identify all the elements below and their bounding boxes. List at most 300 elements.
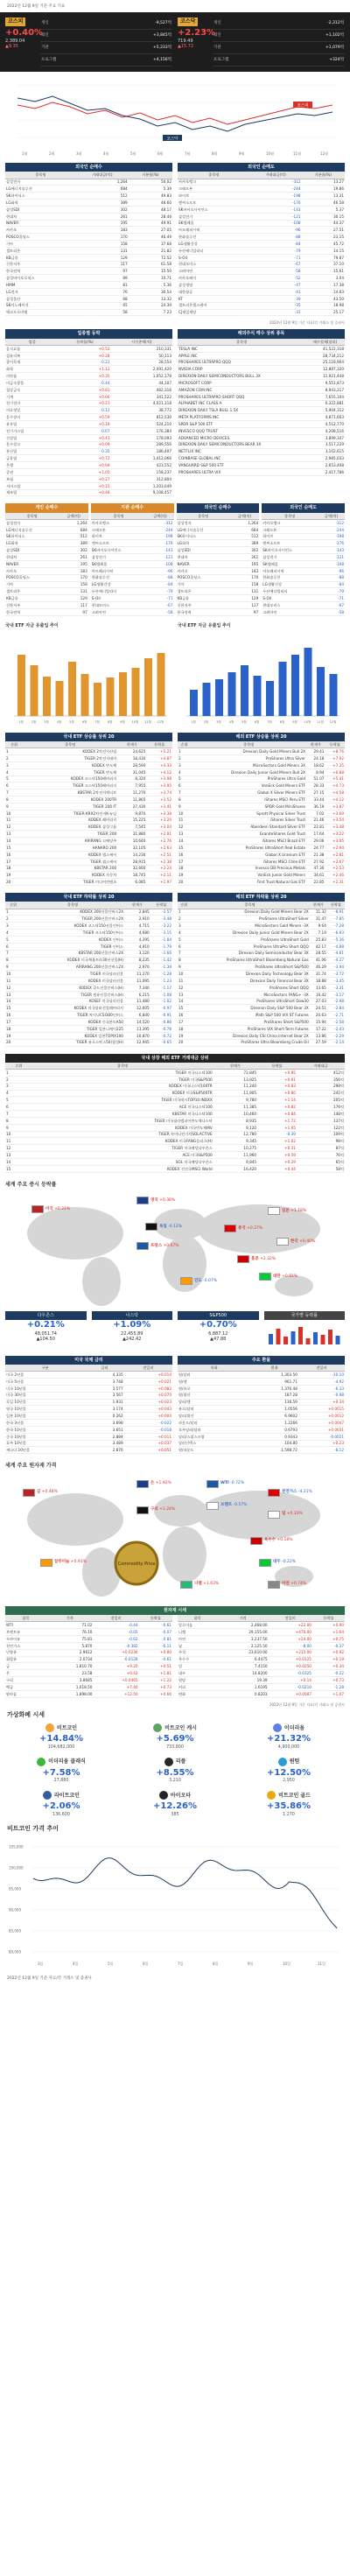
bar — [144, 658, 152, 716]
table-cell: 9,870 — [117, 810, 146, 817]
table-cell: SK바이오사이언스 — [262, 547, 318, 554]
table-row — [5, 540, 88, 547]
table-cell: 19 — [178, 1032, 190, 1039]
table-cell: 28.55 — [310, 950, 327, 957]
table-cell: 7.4150 — [217, 1663, 268, 1670]
table-row — [5, 574, 88, 581]
table-row — [5, 845, 172, 852]
table-header: 전일비 — [93, 1615, 138, 1622]
table-cell: +0.84 — [257, 1111, 297, 1118]
map-flag-label: WTI -0.72% — [220, 1481, 245, 1486]
table-cell: 3,899,347 — [305, 434, 345, 441]
table-cell: 7.19 — [310, 930, 327, 937]
table-cell: 17.22 — [310, 1025, 327, 1032]
table-cell: 170 — [76, 234, 129, 241]
etf-rank-a-table — [5, 741, 172, 886]
table-cell: 29.41 — [306, 748, 325, 755]
table-cell: LG에너지솔루션 — [5, 186, 76, 193]
table-cell: +3.95 — [146, 783, 172, 790]
table-cell: -143 — [250, 206, 302, 213]
table-row — [177, 547, 260, 554]
table-cell: -6.93 — [327, 930, 345, 937]
table-row — [178, 455, 345, 462]
table-row — [5, 200, 172, 207]
table-cell: +0.0125 — [269, 1656, 312, 1663]
table-cell: 2 — [5, 1076, 32, 1083]
table-row — [5, 1039, 172, 1046]
bar-label: 2월 — [31, 720, 37, 724]
table-cell: TIGER 200 — [23, 831, 117, 838]
table-cell: +0.42 — [93, 1670, 138, 1677]
table-cell: -198 — [250, 193, 302, 200]
table-row — [5, 309, 172, 316]
table-cell: 미국 30년물 — [5, 1392, 85, 1399]
crypto-price: 1,270 — [283, 1812, 295, 1817]
map-flag-label: 옥수수 +0.18% — [264, 1538, 293, 1543]
flag-icon — [268, 1489, 280, 1497]
table-cell: +0.29 — [257, 1158, 297, 1165]
table-cell: SOL 미국배당다우존스 — [32, 1158, 214, 1165]
table-cell: 금융업 — [5, 455, 59, 462]
table-cell: 41,522,318 — [305, 345, 345, 352]
table-cell: 9 — [178, 964, 190, 971]
x-tick-label: 10일 — [283, 1961, 290, 1966]
map-flag-label: 브렌트 -0.57% — [220, 1503, 248, 1508]
table-cell: 원/파운드 — [178, 1447, 251, 1454]
y-tick-label: 105,000 — [9, 1844, 24, 1850]
table-cell: VANGUARD S&P 500 ETF — [178, 462, 305, 469]
bar — [279, 662, 287, 716]
table-cell: 18 — [5, 865, 23, 872]
table-header: 등락률 — [257, 1063, 297, 1070]
table-cell: 33.44 — [306, 797, 325, 804]
table-cell: -1.28 — [312, 1683, 345, 1690]
table-header: 등락률 — [139, 1615, 172, 1622]
table-cell: 3 — [5, 1083, 32, 1090]
table-cell: 2 — [178, 916, 190, 923]
table-cell: 22.81 — [306, 824, 325, 831]
table-row — [5, 1145, 345, 1152]
table-cell: 7,655,104 — [305, 393, 345, 400]
table-header: 금액(억) — [59, 513, 88, 520]
table-cell: 16 — [178, 1012, 190, 1019]
table-cell: 통신업 — [5, 448, 59, 455]
table-row — [178, 1649, 345, 1656]
coin-icon — [267, 1791, 276, 1800]
table-cell: HMM — [5, 282, 76, 289]
table-cell: -0.62 — [93, 1635, 138, 1642]
table-cell: 47.30 — [306, 865, 325, 872]
table-cell: +0.0087 — [269, 1690, 312, 1697]
table-cell: 32,660 — [117, 865, 146, 872]
table-cell: -3.94 — [327, 964, 345, 971]
table-cell: SPDR S&P 500 ETF — [178, 421, 305, 428]
sector-title: 업종별 등락 — [5, 329, 172, 338]
table-cell: 1,264 — [59, 519, 88, 526]
table-cell: iShares MSCI Brazil ETF — [191, 838, 306, 845]
table-cell: +9.20 — [93, 1663, 138, 1670]
table-row — [5, 254, 172, 261]
table-row — [5, 797, 172, 804]
table-cell: TIGER 코스닥150레버리지 — [23, 783, 117, 790]
table-cell: +0.23 — [298, 1440, 345, 1447]
table-cell: 4,871,603 — [305, 414, 345, 421]
table-cell: KT — [178, 295, 250, 302]
table-row — [178, 769, 345, 776]
table-row — [5, 407, 172, 414]
table-cell: 2.876 — [85, 1447, 123, 1454]
table-cell: KODEX 미국달러선물 — [21, 978, 124, 985]
table-cell: +2.91 — [146, 831, 172, 838]
table-cell: 11,270 — [124, 971, 150, 978]
table-row — [5, 923, 172, 930]
table-row — [178, 359, 345, 366]
table-row — [5, 1012, 172, 1019]
table-row — [178, 1447, 345, 1454]
table-cell: 4,680 — [124, 930, 150, 937]
map-flag-label: 금 +0.48% — [37, 1490, 58, 1495]
table-row — [177, 608, 260, 615]
table-row — [178, 872, 345, 879]
map-flag — [250, 1537, 293, 1545]
table-cell: 기아 — [5, 241, 76, 248]
table-row — [5, 804, 172, 811]
month-tick: 8월 — [212, 151, 218, 156]
table-cell: -7.85 — [327, 916, 345, 923]
crypto-name: 이더리움 클래식 — [7, 1758, 116, 1766]
table-cell: TIGER 인버스 — [21, 943, 124, 950]
table-row — [178, 421, 345, 428]
mini-bar — [290, 1331, 295, 1344]
table-cell: 341,522 — [111, 393, 172, 400]
table-cell: -198 — [146, 533, 173, 540]
map-flag — [180, 1277, 217, 1285]
chart-label-kospi: 코스피 — [297, 103, 309, 109]
table-row — [262, 561, 345, 568]
table-cell: -0.022 — [124, 1420, 172, 1427]
table-cell: TIGER KRX2차전지K-뉴딜 — [23, 810, 117, 817]
map-flag-label: 구리 +1.24% — [150, 1507, 176, 1513]
table-row — [5, 1158, 345, 1165]
table-cell: PROSHARES ULTRAPRO SHORT QQQ — [178, 393, 305, 400]
table-cell: 증권 — [5, 469, 59, 476]
table-cell: 11,385 — [214, 1104, 257, 1111]
table-row — [5, 1426, 172, 1433]
table-row — [5, 971, 172, 978]
table-cell: 14.8200 — [217, 1670, 268, 1677]
table-cell: 18.98 — [302, 302, 345, 309]
crypto-cell — [121, 1723, 229, 1750]
map-flag-label: 홍콩 +2.32% — [251, 1256, 276, 1261]
table-cell: KBSTAR 2차전지액티브 — [23, 790, 117, 797]
table-cell: 302 — [76, 206, 129, 213]
table-row — [5, 998, 172, 1005]
table-cell: 21.38 — [306, 851, 325, 858]
table-cell: +0.60 — [257, 1090, 297, 1097]
table-cell: 11,960 — [214, 1152, 257, 1159]
table-cell: TIGER 미국S&P500 — [32, 1076, 214, 1083]
fx-title: 주요 환율 — [178, 1356, 345, 1365]
table-cell: NETFLIX INC — [178, 448, 305, 455]
table-cell: +0.92 — [312, 1649, 345, 1656]
table-cell: MicroSectors Gold Miners -3X — [190, 923, 309, 930]
table-cell: 한국전력 — [5, 268, 76, 275]
table-cell: 71.02 — [46, 1622, 93, 1629]
table-cell: ProShares VIX Short-Term Futures — [190, 1025, 309, 1032]
table-cell: +3.38 — [146, 810, 172, 817]
table-row — [5, 943, 172, 950]
table-row — [5, 978, 172, 985]
table-cell: ProShares UltraShort Gold — [190, 937, 309, 944]
table-cell: 9 — [178, 804, 191, 811]
table-cell: 16 — [178, 851, 191, 858]
table-cell: 12 — [178, 824, 191, 831]
table-cell: 카카오뱅크 — [178, 179, 250, 186]
table-cell: 6,215 — [124, 991, 150, 998]
table-cell: 3.489 — [85, 1440, 123, 1447]
table-cell: 1,018.50 — [46, 1683, 93, 1690]
crypto-cell — [7, 1758, 116, 1784]
table-cell: 14.63 — [302, 289, 345, 296]
table-row — [5, 366, 172, 373]
table-row — [5, 950, 172, 957]
table-cell: 25.83 — [310, 937, 327, 944]
table-cell: 18,745 — [117, 872, 146, 879]
table-cell: TIGER 유로스탁스50(합성H) — [21, 1039, 124, 1046]
table-cell: 9,345 — [214, 1138, 257, 1145]
table-row — [178, 909, 345, 916]
table-cell: TIGER 2차전지테마 — [23, 755, 117, 762]
table-cell: KODEX 헬스케어 — [23, 851, 117, 858]
table-row — [5, 489, 172, 496]
table-cell: +0.82 — [257, 1104, 297, 1111]
table-cell: COINBASE GLOBAL INC — [178, 455, 305, 462]
table-cell: 20.63 — [310, 1012, 327, 1019]
table-cell: +0.80 — [139, 1649, 172, 1656]
table-cell: -1.02 — [150, 998, 172, 1005]
table-cell: +470.00 — [269, 1629, 312, 1636]
crypto-title: 가상화폐 시세 — [7, 1710, 46, 1718]
table-row — [5, 1124, 345, 1131]
table-row — [178, 865, 345, 872]
table-cell: 16 — [5, 851, 23, 858]
table-cell: -176 — [146, 540, 173, 547]
table-cell: 18,430 — [117, 755, 146, 762]
table-cell: 5 — [5, 776, 23, 783]
table-cell: -71 — [146, 595, 173, 602]
table-row — [5, 838, 172, 845]
table-row — [178, 386, 345, 393]
table-cell: 109억 — [297, 1131, 345, 1138]
table-row — [178, 923, 345, 930]
table-row — [178, 268, 345, 275]
table-cell: 20 — [178, 879, 191, 886]
table-cell: +1.72 — [257, 1117, 297, 1124]
world-map-commodities — [5, 1471, 345, 1603]
etf-rank-3 — [0, 1050, 350, 1176]
table-row — [5, 608, 88, 615]
table-cell: -1.84 — [150, 937, 172, 944]
table-cell: -244 — [250, 186, 302, 193]
crypto-cell — [234, 1758, 343, 1784]
table-cell: 8 — [5, 1117, 32, 1124]
table-cell: +3.52 — [146, 797, 172, 804]
bar — [31, 665, 38, 716]
foreign-tables — [0, 159, 350, 319]
table-row — [178, 414, 345, 421]
table-cell: +7.92 — [325, 755, 345, 762]
table-cell: 18 — [178, 865, 191, 872]
table-cell: 10 — [5, 1131, 32, 1138]
crypto-change: +35.86% — [266, 1801, 312, 1812]
table-cell: 14 — [178, 838, 191, 845]
table-cell: TIGER 미국나스닥100 — [32, 1070, 214, 1077]
foreign-sell-title: 외국인 순매도 — [178, 163, 345, 172]
table-cell: 7 — [178, 950, 190, 957]
source-note-2: 2022년 12월 9일 기준 자료/각 거래소 및 증권사 — [269, 1702, 345, 1707]
table-cell: LG화학 — [5, 540, 59, 547]
table-cell: 17 — [5, 1019, 21, 1026]
table-row — [178, 1392, 345, 1399]
table-cell: MicroSectors Gold Miners 3X — [191, 762, 306, 769]
table-cell: NAVER — [177, 561, 230, 568]
bar — [317, 667, 325, 716]
bar-label: 2월 — [203, 720, 209, 724]
month-tick: 10월 — [266, 151, 274, 156]
table-row — [178, 858, 345, 865]
commodity-badge: Commodity Price — [117, 1561, 156, 1567]
bar — [228, 672, 236, 716]
table-cell: 아모레퍼시픽 — [91, 567, 147, 574]
table-cell: 현대차 — [5, 213, 76, 220]
table-cell: 16,420 — [214, 1165, 257, 1172]
table-cell: -108 — [250, 220, 302, 227]
table-row — [91, 588, 174, 595]
table-cell: 1 — [5, 909, 21, 916]
mini-bar — [335, 1336, 340, 1344]
table-cell: 14 — [5, 1158, 32, 1165]
table-cell: 삼성전자 — [177, 519, 230, 526]
table-row — [5, 1005, 172, 1012]
table-row — [5, 1447, 172, 1454]
table-cell: 241억 — [297, 1090, 345, 1097]
table-row — [178, 393, 345, 400]
bar-label: 9월 — [120, 720, 125, 724]
table-cell: 42.17 — [310, 943, 327, 950]
bar — [107, 677, 115, 716]
table-row — [5, 393, 172, 400]
table-cell: LG전자 — [5, 289, 76, 296]
flag-icon — [276, 1238, 289, 1246]
mini-bar — [313, 1332, 318, 1344]
table-cell: 전기가스업 — [5, 428, 59, 435]
table-cell: 운수창고 — [5, 441, 59, 448]
table-cell: -0.21 — [59, 359, 110, 366]
table-cell: 달러/위안 — [178, 1413, 251, 1420]
table-cell: 12 — [5, 984, 21, 991]
table-row — [5, 547, 88, 554]
table-cell: 엔씨소프트 — [262, 540, 318, 547]
month-tick: 12월 — [320, 151, 328, 156]
table-cell: 유통업 — [5, 421, 59, 428]
table-cell: 10 — [178, 971, 190, 978]
x-tick-label: 7일 — [178, 1961, 184, 1966]
table-cell: KODEX 코스닥150선물인버스 — [21, 923, 124, 930]
table-row — [5, 533, 88, 540]
bar — [81, 674, 89, 716]
table-cell: +3.48 — [325, 824, 345, 831]
table-cell: 13.65 — [310, 984, 327, 991]
table-cell: 10,640 — [117, 838, 146, 845]
table-cell: 대한항공 — [178, 289, 250, 296]
flag-icon — [23, 1489, 35, 1497]
bar — [330, 674, 338, 716]
fundflow-d-table — [262, 513, 345, 616]
table-cell: 9 — [5, 804, 23, 811]
table-cell: 129 — [59, 595, 88, 602]
flag-icon — [136, 1506, 149, 1514]
table-header: 종목명 — [91, 513, 147, 520]
table-header: 거래대금(억) — [76, 172, 129, 179]
bar — [18, 655, 25, 716]
table-cell: 3.174 — [85, 1406, 123, 1413]
table-cell: -0.81 — [139, 1635, 172, 1642]
table-header: 통화 — [178, 1365, 251, 1372]
table-cell: -0.07 — [139, 1629, 172, 1636]
table-cell: Direxion Daily CSI China Internet Bear 2X — [190, 1032, 309, 1039]
table-row — [178, 957, 345, 964]
table-cell: 187.28 — [251, 1392, 298, 1399]
table-row — [178, 991, 345, 998]
table-cell: 512 — [230, 533, 259, 540]
crypto-price: 27,880 — [53, 1779, 69, 1784]
month-tick: 11월 — [293, 151, 301, 156]
table-cell: 512 — [59, 533, 88, 540]
table-cell: 3 — [178, 923, 190, 930]
fundflow-c-title: 외국인 순매수 — [177, 503, 260, 512]
table-cell: 3 — [5, 762, 23, 769]
table-cell: 58 — [76, 309, 129, 316]
table-row — [5, 1413, 172, 1420]
table-cell: 19.39 — [217, 1677, 268, 1684]
dow-change: +0.21% — [26, 1320, 65, 1330]
table-cell: +0.0031 — [298, 1426, 345, 1433]
table-cell: 금 — [5, 1663, 46, 1670]
table-cell: +3.54 — [325, 817, 345, 824]
table-cell: 엔씨소프트 — [91, 540, 147, 547]
table-cell: KODEX 자동차 — [23, 872, 117, 879]
table-cell: WTI — [5, 1622, 46, 1629]
table-row — [178, 851, 345, 858]
etf-rank-c-title: 국내 ETF 하락률 상위 20 — [5, 893, 172, 902]
table-cell: +2.67 — [325, 858, 345, 865]
table-row — [5, 462, 172, 469]
table-cell: 면화 — [178, 1690, 217, 1697]
table-cell: 2.9612 — [46, 1649, 93, 1656]
table-cell: 12 — [5, 1145, 32, 1152]
table-cell: Direxion Daily S&P 500 Bear 3X — [190, 1005, 309, 1012]
table-cell: +3.04 — [146, 824, 172, 831]
table-cell: KODEX 일본TOPIX100 — [21, 1032, 124, 1039]
table-row — [5, 1420, 172, 1427]
table-row — [5, 602, 88, 609]
table-cell: 28,915 — [117, 858, 146, 865]
table-cell: +22.00 — [269, 1622, 312, 1629]
table-cell: -2.29 — [327, 1032, 345, 1039]
table-cell: -121 — [250, 213, 302, 220]
table-cell: 186,407 — [111, 448, 172, 455]
rates-fx-tables — [0, 1352, 350, 1458]
